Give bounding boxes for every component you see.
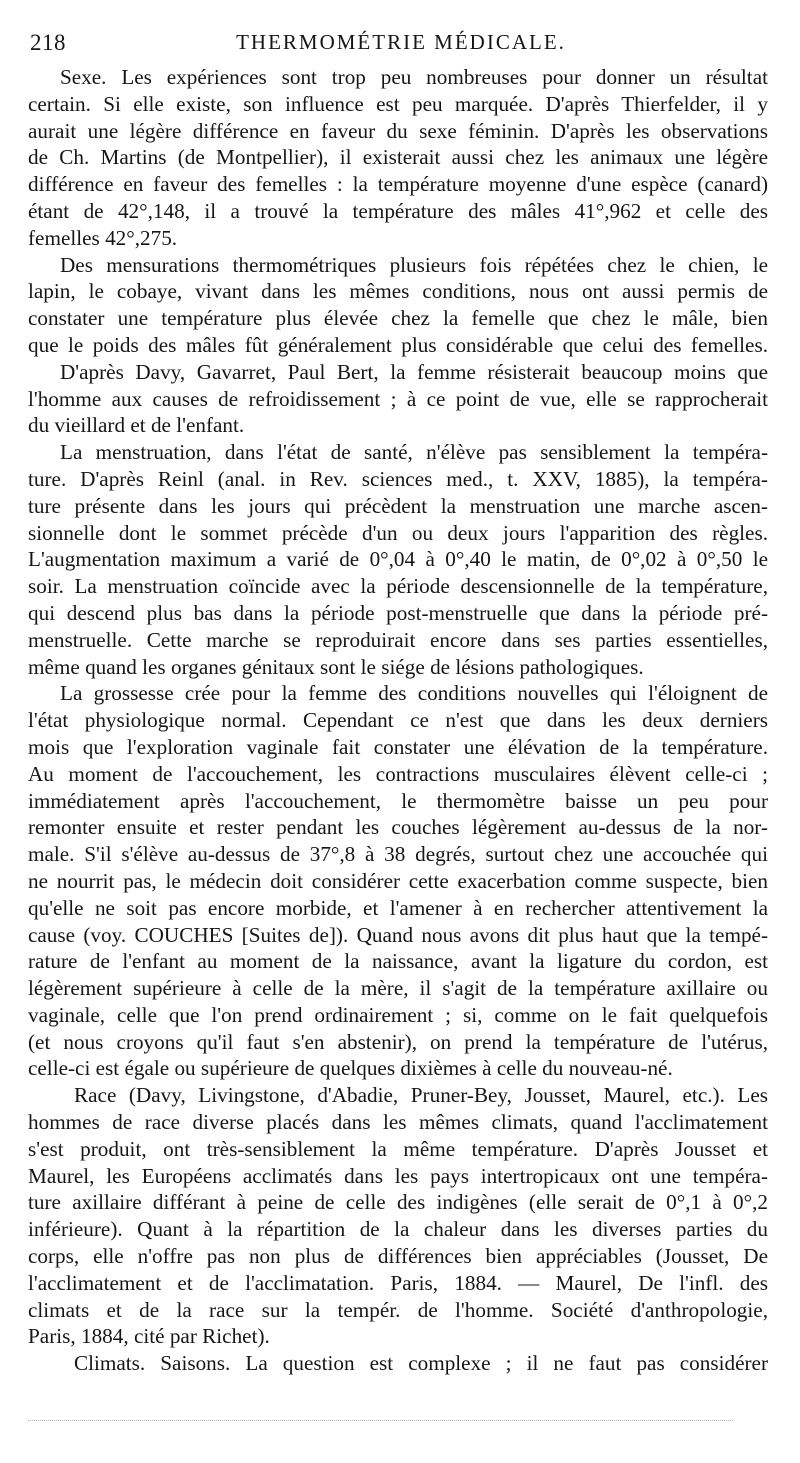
text-line: s'est produit, ont très-sensiblement la même température. D'après Jousset et [28, 1136, 768, 1161]
text-line: male. S'il s'élève au-dessus de 37°,8 à 38 degrés, surtout chez une accouchée qui [28, 842, 768, 867]
text-line: différence en faveur des femelles : la température moyenne d'une espèce (canard) [28, 172, 768, 197]
text-line: celle-ci est égale ou supérieure de quelques dixièmes à celle du nouveau-né. [28, 1056, 673, 1081]
text-line: que le poids des mâles fût généralement plus considérable que celui des femelles. [28, 332, 768, 357]
text-line: rature de l'enfant au moment de la naissance, avant la ligature du cordon, est [28, 949, 768, 974]
text-line: hommes de race diverse placés dans les mêmes climats, quand l'acclimatement [28, 1110, 768, 1135]
page-bottom-rule [28, 1420, 733, 1421]
text-line: certain. Si elle existe, son influence est peu marquée. D'après Thierfelder, il y [28, 91, 768, 116]
text-line: qu'elle ne soit pas encore morbide, et l'amener à en rechercher attentivement la [28, 895, 768, 920]
text-line: ture. D'après Reinl (anal. in Rev. sciences med., t. XXV, 1885), la tempéra- [28, 466, 768, 491]
text-line: même quand les organes génitaux sont le siége de lésions pathologiques. [28, 654, 644, 679]
text-line: constater une température plus élevée chez la femelle que chez le mâle, bien [28, 306, 768, 331]
text-line: Race (Davy, Livingstone, d'Abadie, Pruner-Bey, Jousset, Maurel, etc.). Les [74, 1083, 768, 1108]
text-line: sionnelle dont le sommet précède d'un ou deux jours l'apparition des règles. [28, 520, 768, 545]
text-line: Maurel, les Européens acclimatés dans les pays intertropicaux ont une tempéra- [28, 1163, 768, 1188]
text-line: La grossesse crée pour la femme des conditions nouvelles qui l'éloignent de [60, 681, 768, 706]
running-title: THERMOMÉTRIE MÉDICALE. [236, 30, 566, 54]
text-line: Paris, 1884, cité par Richet). [28, 1324, 270, 1349]
text-line: Des mensurations thermométriques plusieurs fois répétées chez le chien, le [60, 252, 768, 277]
text-line: remonter ensuite et rester pendant les couches légèrement au-dessus de la nor- [28, 815, 768, 840]
running-head [30, 26, 772, 60]
text-line: immédiatement après l'accouchement, le thermomètre baisse un peu pour [28, 788, 768, 813]
page-number: 218 [30, 30, 66, 55]
text-line: l'homme aux causes de refroidissement ; à ce point de vue, elle se rapprocherait [28, 386, 768, 411]
body-text [28, 64, 768, 1377]
text-line: femelles 42°,275. [28, 225, 178, 250]
text-line: L'augmentation maximum a varié de 0°,04 à 0°,40 le matin, de 0°,02 à 0°,50 le [28, 547, 768, 572]
text-line: vaginale, celle que l'on prend ordinairement ; si, comme on le fait quelquefois [28, 1002, 768, 1027]
text-line: qui descend plus bas dans la période post-menstruelle que dans la période pré- [28, 600, 768, 625]
text-line: mois que l'exploration vaginale fait constater une élévation de la température. [28, 734, 768, 759]
text-line: légèrement supérieure à celle de la mère, il s'agit de la température axillaire ou [28, 976, 768, 1001]
text-line: D'après Davy, Gavarret, Paul Bert, la femme résisterait beaucoup moins que [60, 359, 768, 384]
text-line: l'état physiologique normal. Cependant ce n'est que dans les deux derniers [28, 708, 768, 733]
text-line: ture présente dans les jours qui précèdent la menstruation une marche ascen- [28, 493, 768, 518]
text-line: menstruelle. Cette marche se reproduirait encore dans ses parties essentielles, [28, 627, 768, 652]
text-line: de Ch. Martins (de Montpellier), il existerait aussi chez les animaux une légère [28, 145, 768, 170]
text-line: cause (voy. COUCHES [Suites de]). Quand nous avons dit plus haut que la tempé- [28, 922, 768, 947]
text-line: inférieure). Quant à la répartition de la chaleur dans les diverses parties du [28, 1217, 768, 1242]
text-line: Climats. Saisons. La question est complexe ; il ne faut pas considérer [74, 1351, 768, 1376]
text-line: soir. La menstruation coïncide avec la période descensionnelle de la température, [28, 574, 768, 599]
text-line: étant de 42°,148, il a trouvé la température des mâles 41°,962 et celle des [28, 198, 768, 223]
text-line: du vieillard et de l'enfant. [28, 413, 245, 438]
text-line: l'acclimatement et de l'acclimatation. Paris, 1884. — Maurel, De l'infl. des [28, 1270, 768, 1295]
text-line: climats et de la race sur la tempér. de l'homme. Société d'anthropologie, [28, 1297, 768, 1322]
text-line: Au moment de l'accouchement, les contractions musculaires élèvent celle-ci ; [28, 761, 768, 786]
text-line: lapin, le cobaye, vivant dans les mêmes conditions, nous ont aussi permis de [28, 279, 768, 304]
text-line: ne nourrit pas, le médecin doit considérer cette exacerbation comme suspecte, bien [28, 868, 768, 893]
text-line: (et nous croyons qu'il faut s'en abstenir), on prend la température de l'utérus, [28, 1029, 768, 1054]
text-line: aurait une légère différence en faveur du sexe féminin. D'après les observations [28, 118, 768, 143]
text-line: corps, elle n'offre pas non plus de différences bien appréciables (Jousset, De [28, 1244, 768, 1269]
text-line: ture axillaire différant à peine de celle des indigènes (elle serait de 0°,1 à 0°,2 [28, 1190, 768, 1215]
text-line: La menstruation, dans l'état de santé, n'élève pas sensiblement la tempéra- [60, 440, 768, 465]
text-line: Sexe. Les expériences sont trop peu nombreuses pour donner un résultat [60, 65, 768, 89]
